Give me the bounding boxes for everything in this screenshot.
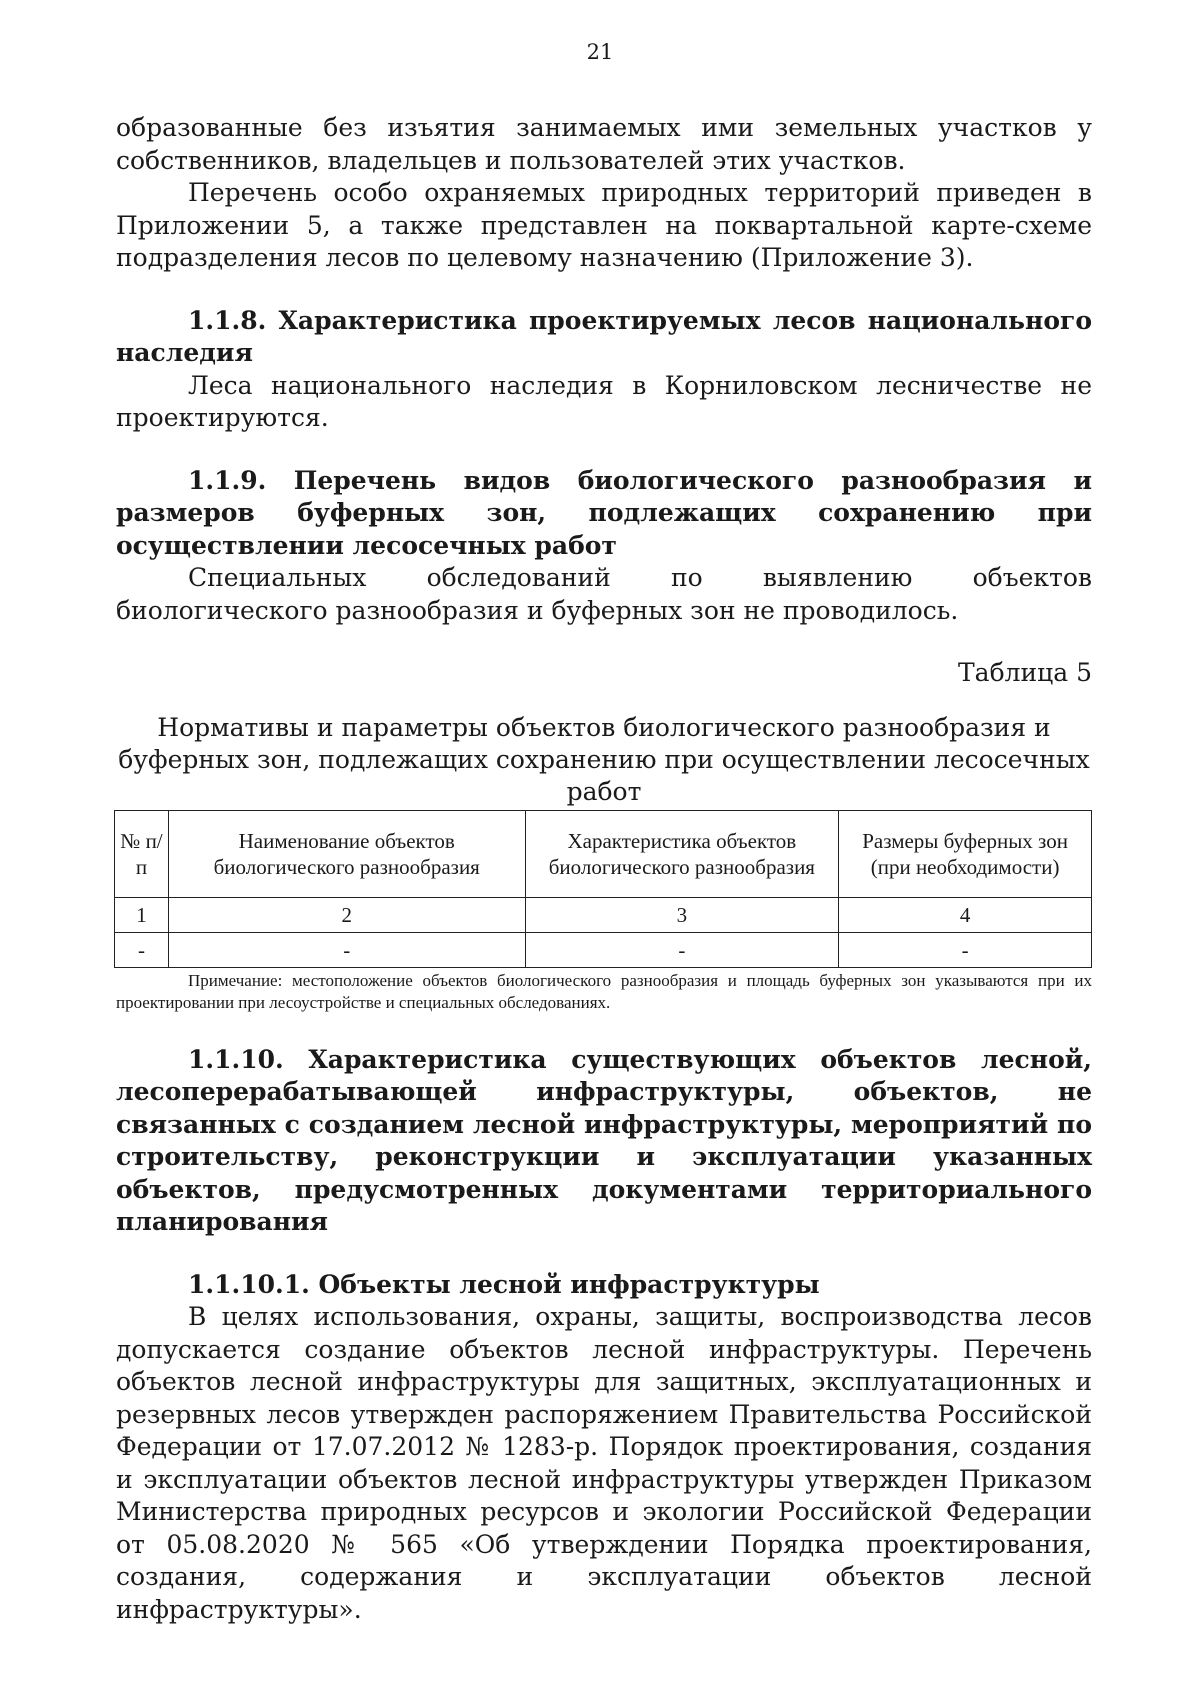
table-cell: 2 (168, 897, 525, 932)
table-row-column-numbers (115, 897, 1092, 932)
header-cell-characteristic: Характеристика объектов биологического разнообразия (525, 810, 839, 897)
section-heading-1-1-10: 1.1.10. Характеристика существующих объектов лесной, лесоперерабатывающей инфраструктуры, объектов, не связанных с созданием лесной инфраструктуры, мероприятий по строительству, реконструкции и эксплуатации указанных объектов, предусмотренных документами территориального планирования (116, 1044, 1092, 1236)
section-heading-1-1-9: 1.1.9. Перечень видов биологического разнообразия и размеров буферных зон, подлежащих сохранению при осуществлении лесосечных работ (116, 465, 1092, 560)
page-number: 21 (586, 40, 614, 64)
paragraph: Перечень особо охраняемых природных территорий приведен в Приложении 5, а также представлен на поквартальной карте-схеме подразделения лесов по целевому назначению (Приложение 3). (116, 178, 1092, 272)
table-header-row (115, 810, 1092, 897)
header-cell-name: Наименование объектов биологического разнообразия (168, 810, 525, 897)
header-cell-number: № п/п (115, 810, 169, 897)
table-cell: - (115, 932, 169, 967)
table-title-line-2: буферных зон, подлежащих сохранению при осуществлении лесосечных работ (118, 744, 1090, 806)
paragraph: Специальных обследований по выявлению объектов биологического разнообразия и буферных зон не проводилось. (116, 563, 1092, 625)
biodiversity-table (114, 810, 1092, 968)
table-cell: 3 (525, 897, 839, 932)
table-cell: 1 (115, 897, 169, 932)
section-heading-1-1-10-1: 1.1.10.1. Объекты лесной инфраструктуры (188, 1269, 820, 1299)
table-title-line-1: Нормативы и параметры объектов биологического разнообразия и (157, 712, 1051, 742)
table-label: Таблица 5 (957, 658, 1092, 687)
paragraph: Леса национального наследия в Корниловском лесничестве не проектируются. (116, 370, 1092, 432)
section-heading-1-1-8: 1.1.8. Характеристика проектируемых лесов национального наследия (116, 305, 1092, 367)
table-cell: 4 (839, 897, 1092, 932)
table-cell: - (168, 932, 525, 967)
header-cell-buffer: Размеры буферных зон (при необходимости) (839, 810, 1092, 897)
table-cell: - (525, 932, 839, 967)
table-title (116, 712, 1092, 808)
page-content (116, 112, 1092, 1626)
paragraph: В целях использования, охраны, защиты, воспроизводства лесов допускается создание объектов лесной инфраструктуры. Перечень объектов лесной инфраструктуры для защитных, эксплуатационных и резервных лесов утвержден распоряжением Правительства Российской Федерации от 17.07.2012 № 1283-р. Порядок проектирования, создания и эксплуатации объектов лесной инфраструктуры утвержден Приказом Министерства природных ресурсов и экологии Российской Федерации от 05.08.2020 № 565 «Об утверждении Порядка проектирования, создания, содержания и эксплуатации объектов лесной инфраструктуры». (116, 1302, 1092, 1624)
paragraph: образованные без изъятия занимаемых ими земельных участков у собственников, владельцев и пользователей этих участков. (116, 113, 1092, 175)
table-row (115, 932, 1092, 967)
table-note: Примечание: местоположение объектов биологического разнообразия и площадь буферных зон указываются при их проектировании при лесоустройстве и специальных обследованиях. (116, 970, 1092, 1012)
table-cell: - (839, 932, 1092, 967)
